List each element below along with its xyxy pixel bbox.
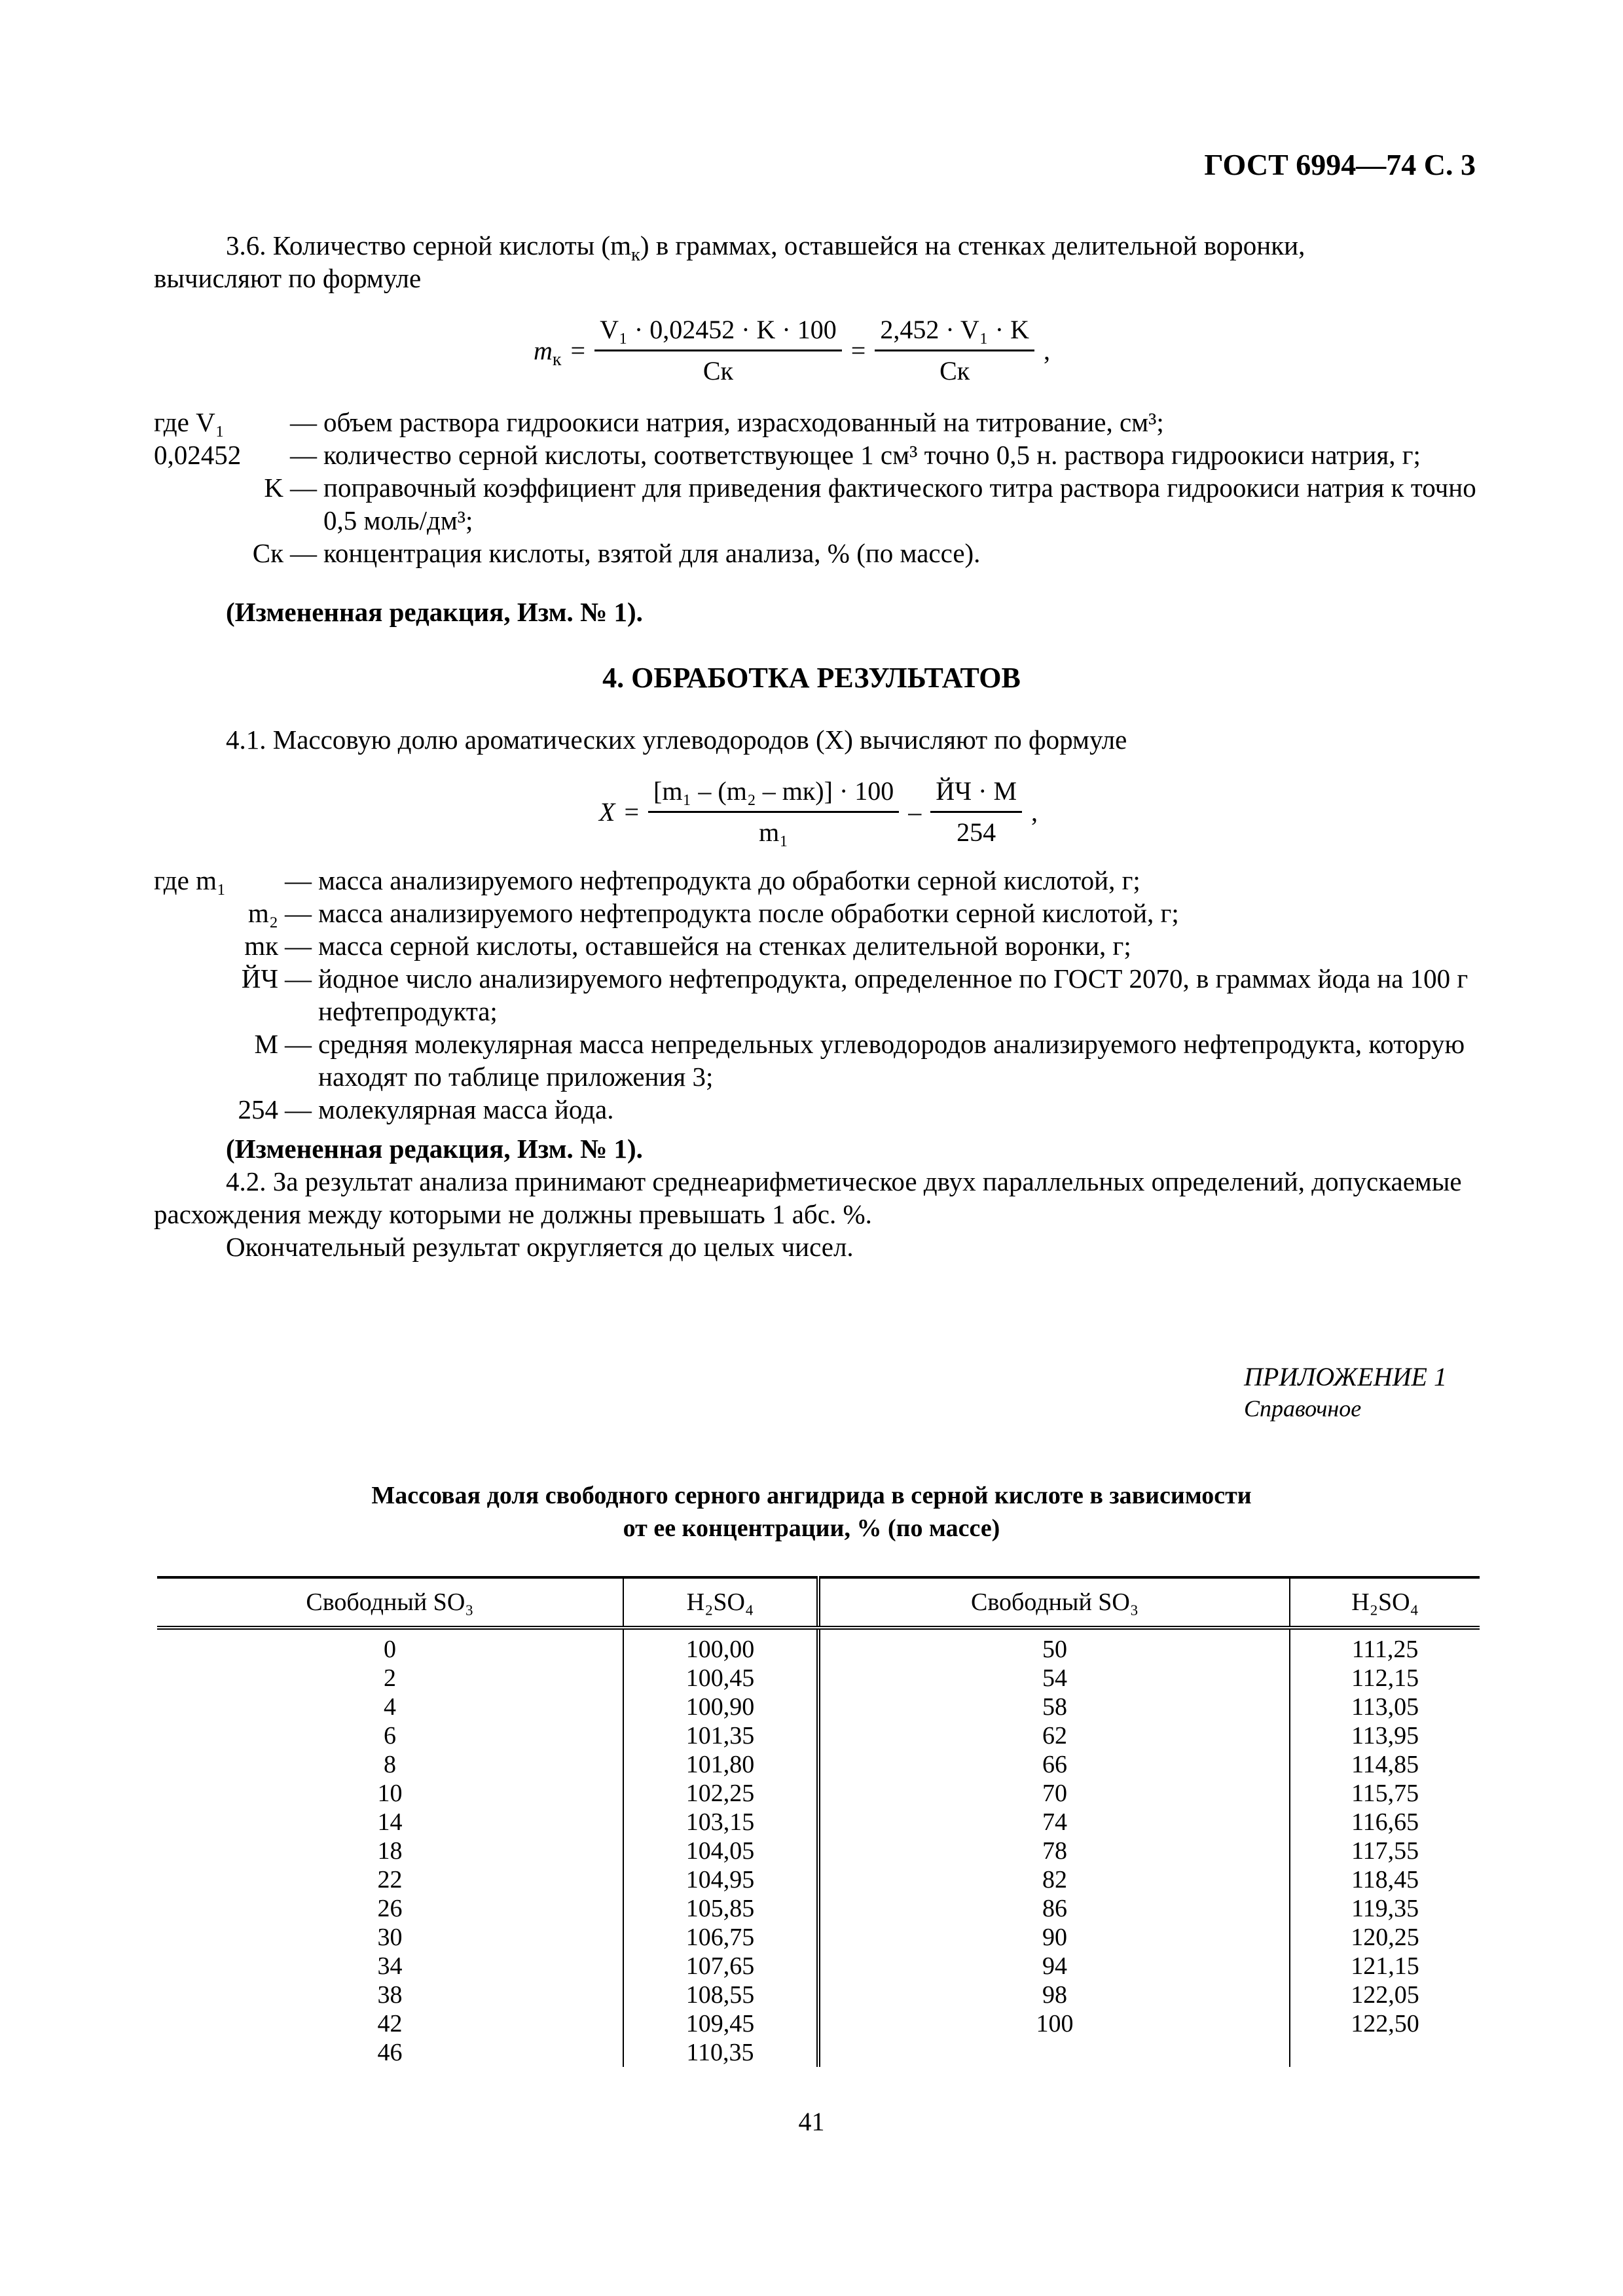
table-cell: 30 bbox=[377, 1924, 403, 1951]
table-cell: 116,65 bbox=[1290, 1808, 1480, 1837]
table-header-row bbox=[157, 1577, 1480, 1628]
section-title-4: 4. ОБРАБОТКА РЕЗУЛЬТАТОВ bbox=[602, 662, 1021, 694]
table-cell: 108,55 bbox=[623, 1981, 818, 2009]
table-cell: 104,95 bbox=[623, 1865, 818, 1894]
table-row bbox=[157, 1664, 1480, 1693]
table-cell: 106,75 bbox=[623, 1923, 818, 1952]
table-row bbox=[157, 1981, 1480, 2009]
formula-x: X = $\frac{\text{[m₁ – (m₂ – mк)] · 100}}{\text{m₁}}$ – $\frac{ЙЧ \cdot M}{254}$ , bbox=[599, 776, 1038, 847]
table-cell: 101,35 bbox=[623, 1721, 818, 1750]
table-cell: 66 bbox=[818, 1750, 1290, 1779]
fraction-4: $\frac{ЙЧ \cdot M}{254}$ bbox=[930, 776, 1022, 848]
table-cell: 118,45 bbox=[1290, 1865, 1480, 1894]
table-cell: 50 bbox=[818, 1628, 1290, 1664]
appendix-title: ПРИЛОЖЕНИЕ 1 bbox=[1244, 1362, 1447, 1391]
table-cell: 34 bbox=[377, 1952, 403, 1980]
table-row bbox=[157, 2038, 1480, 2067]
table-row bbox=[157, 1865, 1480, 1894]
table-cell: 104,05 bbox=[623, 1837, 818, 1865]
table-cell: 94 bbox=[818, 1952, 1290, 1981]
table-row bbox=[157, 1808, 1480, 1837]
table-caption-line2: от ее концентрации, % (по массе) bbox=[623, 1515, 1000, 1542]
table-cell: 121,15 bbox=[1290, 1952, 1480, 1981]
page-number: 41 bbox=[798, 2107, 825, 2136]
table-cell: 78 bbox=[818, 1837, 1290, 1865]
table-cell: 115,75 bbox=[1290, 1779, 1480, 1808]
fraction-2: $\frac{\text{2,452 · V₁ · K}}{Cк}$ bbox=[875, 314, 1034, 387]
table-body bbox=[157, 1628, 1480, 2067]
table-cell: 6 bbox=[383, 1722, 396, 1749]
column-header: H₂SO₄ bbox=[1290, 1577, 1480, 1628]
table-row bbox=[157, 1779, 1480, 1808]
table-cell: 113,95 bbox=[1290, 1721, 1480, 1750]
table-cell: 114,85 bbox=[1290, 1750, 1480, 1779]
fraction-3: $\frac{\text{[m₁ – (m₂ – mк)] · 100}}{\text{m₁}}$ bbox=[648, 776, 899, 848]
table-row bbox=[157, 1837, 1480, 1865]
table-cell: 101,80 bbox=[623, 1750, 818, 1779]
table-row bbox=[157, 1750, 1480, 1779]
table-cell: 110,35 bbox=[623, 2038, 818, 2067]
table-cell: 122,50 bbox=[1290, 2009, 1480, 2038]
table-row bbox=[157, 1628, 1480, 1664]
definition-row: где V₁ — объем раствора гидроокиси натрия, израсходованный на титрование, см³; bbox=[154, 407, 1164, 437]
table-cell: 74 bbox=[818, 1808, 1290, 1837]
table-cell: 86 bbox=[818, 1894, 1290, 1923]
table-cell: 2 bbox=[383, 1664, 396, 1692]
table-cell: 122,05 bbox=[1290, 1981, 1480, 2009]
definition-row: K — поправочный коэффициент для приведения фактического титра раствора гидроокиси натрия к точно 0,5 моль/дм³; bbox=[264, 473, 1476, 535]
table-caption-line1: Массовая доля свободного серного ангидрида в серной кислоте в зависимости bbox=[371, 1482, 1252, 1509]
table-row bbox=[157, 1693, 1480, 1721]
table-cell: 70 bbox=[818, 1779, 1290, 1808]
appendix-subtitle: Справочное bbox=[1244, 1395, 1362, 1422]
table-row bbox=[157, 1721, 1480, 1750]
definitions-list-2 bbox=[154, 864, 1476, 1126]
table-cell: 111,25 bbox=[1290, 1628, 1480, 1664]
fraction-1: $\frac{\text{V₁ · 0,02452 · K · 100}}{Cк}$ bbox=[594, 314, 842, 387]
definition-row: 254 — молекулярная масса йода. bbox=[238, 1094, 614, 1124]
definition-row: m₂ — масса анализируемого нефтепродукта после обработки серной кислотой, г; bbox=[247, 898, 1179, 928]
definition-row: ЙЧ — йодное число анализируемого нефтепродукта, определенное по ГОСТ 2070, в граммах йода на 100 г нефтепродукта; bbox=[241, 963, 1468, 1026]
paragraph-3-6-line2: вычисляют по формуле bbox=[154, 263, 422, 293]
table-row bbox=[157, 1894, 1480, 1923]
table-cell: 120,25 bbox=[1290, 1923, 1480, 1952]
definition-row: M — средняя молекулярная масса непредельных углеводородов анализируемого нефтепродукта, которую находят по таблице приложения 3; bbox=[254, 1029, 1465, 1092]
table-cell bbox=[1290, 2038, 1480, 2067]
table-cell: 98 bbox=[818, 1981, 1290, 2009]
table-cell: 10 bbox=[377, 1780, 403, 1807]
table-cell: 103,15 bbox=[623, 1808, 818, 1837]
table-cell: 117,55 bbox=[1290, 1837, 1480, 1865]
table-row bbox=[157, 1923, 1480, 1952]
table-cell: 18 bbox=[377, 1837, 403, 1865]
table-cell: 62 bbox=[818, 1721, 1290, 1750]
table-cell: 100,45 bbox=[623, 1664, 818, 1693]
table-cell: 42 bbox=[377, 2010, 403, 2037]
table-cell bbox=[818, 2038, 1290, 2067]
table-cell: 109,45 bbox=[623, 2009, 818, 2038]
table-cell: 38 bbox=[377, 1981, 403, 2009]
table-cell: 112,15 bbox=[1290, 1664, 1480, 1693]
table-cell: 100,90 bbox=[623, 1693, 818, 1721]
table-cell: 119,35 bbox=[1290, 1894, 1480, 1923]
table-cell: 82 bbox=[818, 1865, 1290, 1894]
formula-mk: $m_к$ = $\frac{\text{V₁ · 0,02452 · K · 100}}{Cк}$ = $\frac{\text{2,452 · V₁ · K}}{Cк}$ , bbox=[534, 315, 1050, 386]
table-cell: 113,05 bbox=[1290, 1693, 1480, 1721]
concentration-table bbox=[157, 1576, 1480, 2067]
table-cell: 4 bbox=[383, 1693, 396, 1721]
paragraph-4-1: 4.1. Массовую долю ароматических углеводородов (X) вычисляют по формуле bbox=[226, 725, 1127, 755]
paragraph-4-2-final: Окончательный результат округляется до целых чисел. bbox=[226, 1232, 854, 1262]
definition-row: 0,02452 — количество серной кислоты, соответствующее 1 см³ точно 0,5 н. раствора гидроокиси натрия, г; bbox=[154, 440, 1421, 470]
edit-note-1: (Измененная редакция, Изм. № 1). bbox=[226, 597, 643, 627]
table-cell: 90 bbox=[818, 1923, 1290, 1952]
table-cell: 107,65 bbox=[623, 1952, 818, 1981]
table-cell: 54 bbox=[818, 1664, 1290, 1693]
paragraph-4-2: 4.2. За результат анализа принимают среднеарифметическое двух параллельных определений, допускаемые расхождения между которыми не должны превышать 1 абс. %. bbox=[154, 1166, 1462, 1229]
table-cell: 100 bbox=[818, 2009, 1290, 2038]
table-cell: 22 bbox=[377, 1866, 403, 1893]
table-cell: 26 bbox=[377, 1895, 403, 1922]
paragraph-3-6: 3.6. Количество серной кислоты $(m_к)$ в граммах, оставшейся на стенках делительной воронки, bbox=[226, 230, 1305, 266]
table-cell: 46 bbox=[377, 2039, 403, 2066]
definition-row: Cк — концентрация кислоты, взятой для анализа, % (по массе). bbox=[252, 538, 981, 568]
edit-note-2: (Измененная редакция, Изм. № 1). bbox=[226, 1134, 643, 1164]
table-cell: 105,85 bbox=[623, 1894, 818, 1923]
table-row bbox=[157, 1952, 1480, 1981]
table-cell: 8 bbox=[383, 1751, 396, 1778]
table-cell: 58 bbox=[818, 1693, 1290, 1721]
table-row bbox=[157, 2009, 1480, 2038]
table-cell: 102,25 bbox=[623, 1779, 818, 1808]
definition-row: где m₁ — масса анализируемого нефтепродукта до обработки серной кислотой, г; bbox=[154, 865, 1140, 895]
definition-row: mк — масса серной кислоты, оставшейся на стенках делительной воронки, г; bbox=[244, 931, 1131, 961]
table-cell: 0 bbox=[383, 1636, 396, 1663]
column-header: Свободный SO₃ bbox=[157, 1577, 623, 1628]
column-header: H₂SO₄ bbox=[623, 1577, 818, 1628]
table-cell: 14 bbox=[377, 1808, 403, 1836]
definitions-list-1 bbox=[154, 406, 1476, 569]
column-header: Свободный SO₃ bbox=[818, 1577, 1290, 1628]
table-cell: 100,00 bbox=[623, 1628, 818, 1664]
page-header: ГОСТ 6994—74 С. 3 bbox=[1204, 148, 1476, 181]
